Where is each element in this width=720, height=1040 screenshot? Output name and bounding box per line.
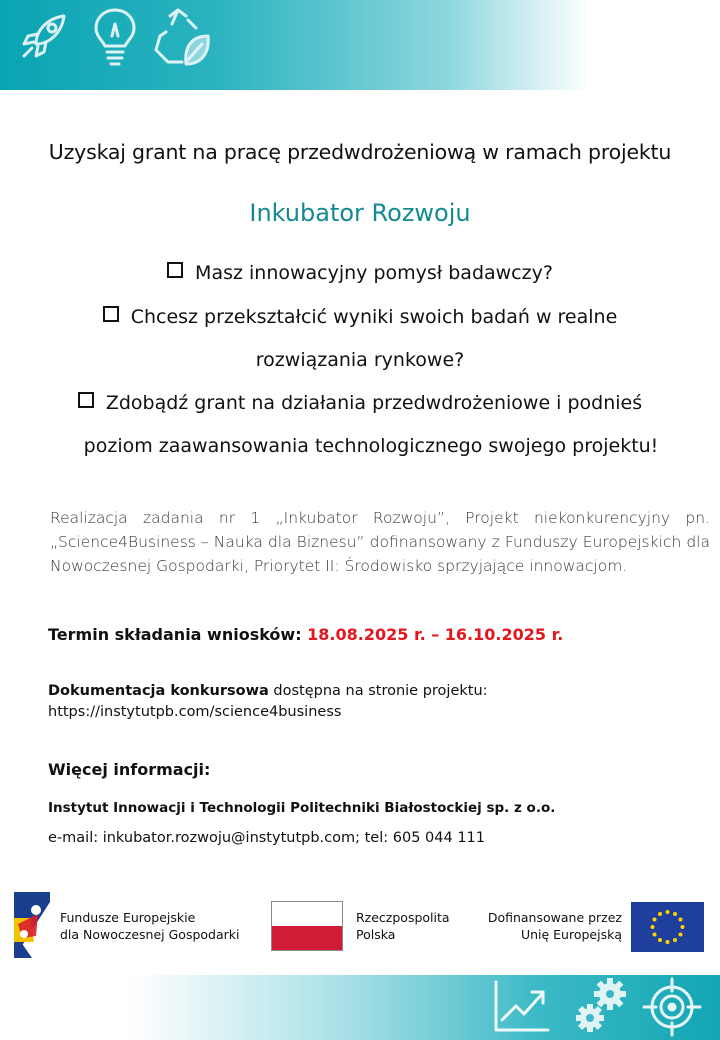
deadline-label: Termin składania wniosków: <box>48 625 302 644</box>
question-continuation: rozwiązania rynkowe? <box>255 349 465 371</box>
documentation-url[interactable]: https://instytutpb.com/science4business <box>48 704 342 720</box>
lightbulb-icon <box>90 6 140 68</box>
more-info-heading: Więcej informacji: <box>48 760 211 779</box>
recycle-leaf-icon <box>152 6 214 70</box>
poland-flag-icon <box>271 901 343 951</box>
checkbox-icon <box>78 392 94 408</box>
headline: Uzyskaj grant na pracę przedwdrożeniową w ramach projektu <box>48 140 672 164</box>
institution-name: Instytut Innowacji i Technologii Politechniki Białostockiej sp. z o.o. <box>48 800 556 816</box>
fe-logo-text: Fundusze Europejskie dla Nowoczesnej Gospodarki <box>60 910 240 942</box>
project-description: Realizacja zadania nr 1 „Inkubator Rozwoju”, Projekt niekonkurencyjny pn. „Science4Business – Nauka dla Biznesu” dofinansowany z Funduszy Europejskich dla Nowoczesnej Gospodarki, Priorytet II: Środowisko sprzyjające innowacjom. <box>50 509 710 575</box>
target-icon <box>642 977 702 1037</box>
checkbox-icon <box>167 262 183 278</box>
project-name: Inkubator Rozwoju <box>249 199 471 227</box>
growth-chart-icon <box>490 978 552 1036</box>
eu-flag-icon <box>631 902 704 956</box>
fe-logo-icon <box>14 892 50 962</box>
checkbox-icon <box>103 306 119 322</box>
deadline-dates: 18.08.2025 r. – 16.10.2025 r. <box>307 625 564 644</box>
documentation-text: dostępna na stronie projektu: <box>268 683 488 699</box>
gears-icon <box>574 976 630 1036</box>
documentation-bold: Dokumentacja konkursowa <box>48 683 269 699</box>
question-item: Chcesz przekształcić wyniki swoich badań w realne <box>0 306 720 328</box>
question-item: Zdobądź grant na działania przedwdrożeniowe i podnieś <box>0 392 720 414</box>
deadline <box>48 625 563 644</box>
question-item: Masz innowacyjny pomysł badawczy? <box>0 262 720 284</box>
eu-logo-text: Dofinansowane przez Unię Europejską <box>487 910 622 942</box>
rocket-icon <box>16 8 72 64</box>
question-continuation: poziom zaawansowania technologicznego swojego projektu! <box>83 435 659 457</box>
contact-info: e-mail: inkubator.rozwoju@instytutpb.com; tel: 605 044 111 <box>48 830 485 846</box>
documentation-info <box>48 681 488 723</box>
pl-logo-text: Rzeczpospolita Polska <box>356 910 450 942</box>
